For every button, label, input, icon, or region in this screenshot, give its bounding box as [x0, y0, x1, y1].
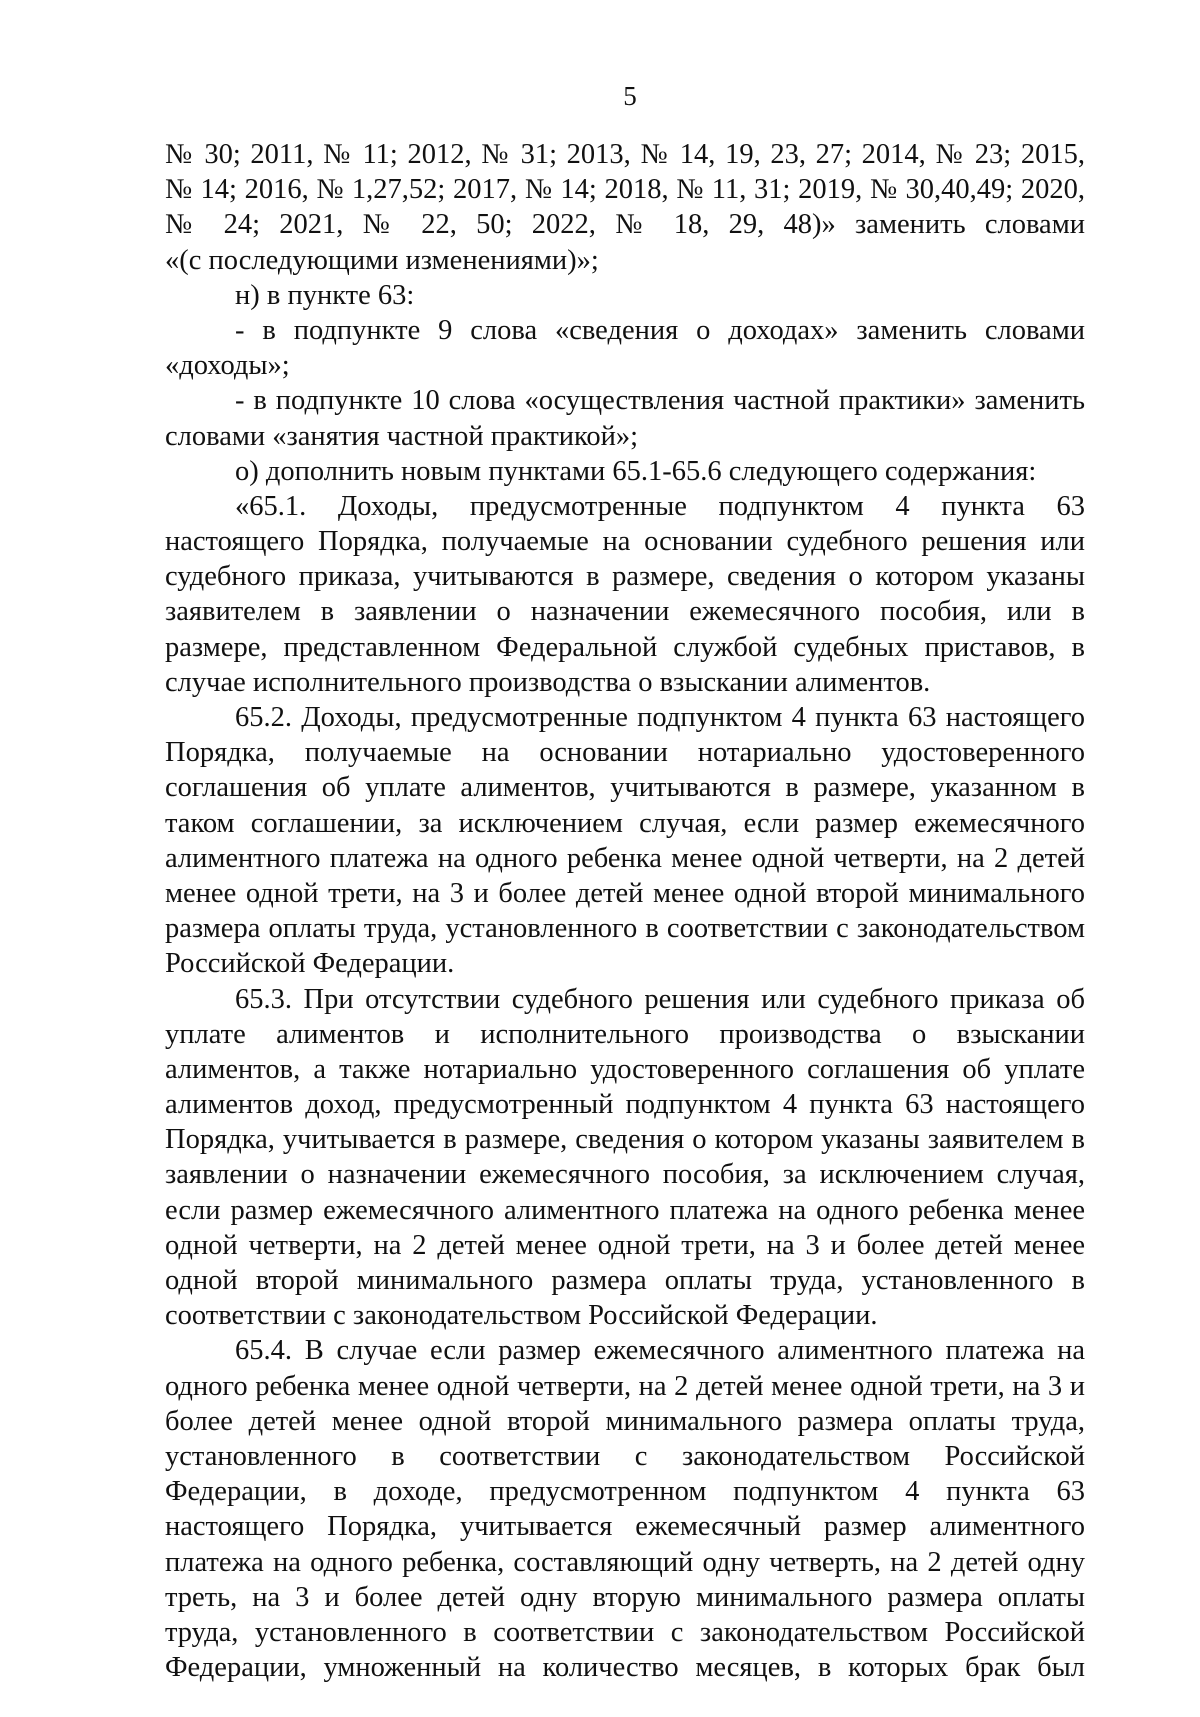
text-line: соглашения об уплате алиментов, учитываются в размере, указанном в	[165, 772, 1085, 804]
text-line: размере, представленном Федеральной службой судебных приставов, в	[165, 631, 1085, 663]
text-line: Федерации, в доходе, предусмотренном подпунктом 4 пункта 63	[165, 1476, 1085, 1508]
text-line: случае исполнительного производства о взыскании алиментов.	[165, 666, 931, 698]
text-line: таком соглашении, за исключением случая, если размер ежемесячного	[165, 807, 1085, 839]
text-line: 65.3. При отсутствии судебного решения или судебного приказа об	[235, 983, 1085, 1015]
text-line: одного ребенка менее одной четверти, на 2 детей менее одной трети, на 3 и	[165, 1370, 1085, 1402]
text-line: «(с последующими изменениями)»;	[165, 244, 599, 276]
text-line: 65.2. Доходы, предусмотренные подпунктом 4 пункта 63 настоящего	[235, 702, 1085, 733]
text-line: «доходы»;	[165, 350, 290, 382]
text-line: заявлении о назначении ежемесячного пособия, за исключением случая,	[165, 1159, 1085, 1191]
page-number: 5	[623, 81, 637, 111]
text-line: размера оплаты труда, установленного в соответствии с законодательством	[165, 913, 1085, 945]
text-line: н) в пункте 63:	[235, 279, 415, 311]
text-line: № 24; 2021, № 22, 50; 2022, № 18, 29, 48)» заменить словами	[165, 209, 1085, 241]
text-line: одной четверти, на 2 детей менее одной трети, на 3 и более детей менее	[165, 1229, 1085, 1261]
text-line: № 30; 2011, № 11; 2012, № 31; 2013, № 14, 19, 23, 27; 2014, № 23; 2015,	[165, 139, 1085, 170]
text-line: одной второй минимального размера оплаты труда, установленного в	[165, 1265, 1085, 1296]
text-line: Порядка, получаемые на основании нотариально удостоверенного	[165, 737, 1085, 769]
text-line: если размер ежемесячного алиментного платежа на одного ребенка менее	[165, 1194, 1085, 1226]
text-line: «65.1. Доходы, предусмотренные подпунктом 4 пункта 63	[235, 490, 1085, 522]
text-line: - в подпункте 10 слова «осуществления частной практики» заменить	[235, 385, 1085, 417]
text-line: - в подпункте 9 слова «сведения о доходах» заменить словами	[235, 314, 1085, 346]
text-line: установленного в соответствии с законодательством Российской	[165, 1440, 1085, 1472]
text-line: судебного приказа, учитываются в размере, сведения о котором указаны	[165, 561, 1085, 593]
text-line: соответствии с законодательством Российской Федерации.	[165, 1300, 878, 1332]
text-line: алиментного платежа на одного ребенка менее одной четверти, на 2 детей	[165, 842, 1085, 874]
text-line: треть, на 3 и более детей одну вторую минимального размера оплаты	[165, 1581, 1085, 1613]
text-line: уплате алиментов и исполнительного производства о взыскании	[165, 1018, 1085, 1050]
text-line: труда, установленного в соответствии с законодательством Российской	[165, 1616, 1085, 1648]
text-line: Порядка, учитывается в размере, сведения о котором указаны заявителем в	[165, 1124, 1085, 1156]
text-line: алиментов доход, предусмотренный подпунктом 4 пункта 63 настоящего	[165, 1089, 1085, 1121]
document-body	[165, 137, 1085, 1685]
text-line: заявителем в заявлении о назначении ежемесячного пособия, или в	[165, 596, 1085, 628]
text-line: словами «занятия частной практикой»;	[165, 420, 639, 452]
text-line: № 14; 2016, № 1,27,52; 2017, № 14; 2018, № 11, 31; 2019, № 30,40,49; 2020,	[165, 174, 1085, 206]
text-line: более детей менее одной второй минимального размера оплаты труда,	[165, 1405, 1085, 1437]
text-line: 65.4. В случае если размер ежемесячного алиментного платежа на	[235, 1335, 1085, 1367]
text-line: настоящего Порядка, получаемые на основании судебного решения или	[165, 526, 1085, 558]
text-line: Российской Федерации.	[165, 948, 455, 980]
text-line: платежа на одного ребенка, составляющий одну четверть, на 2 детей одну	[165, 1546, 1085, 1578]
text-line: о) дополнить новым пунктами 65.1-65.6 следующего содержания:	[235, 455, 1037, 487]
text-line: менее одной трети, на 3 и более детей менее одной второй минимального	[165, 877, 1085, 909]
text-line: Федерации, умноженный на количество месяцев, в которых брак был	[165, 1652, 1085, 1684]
text-line: алиментов, а также нотариально удостоверенного соглашения об уплате	[165, 1053, 1085, 1085]
text-line: настоящего Порядка, учитывается ежемесячный размер алиментного	[165, 1511, 1085, 1543]
